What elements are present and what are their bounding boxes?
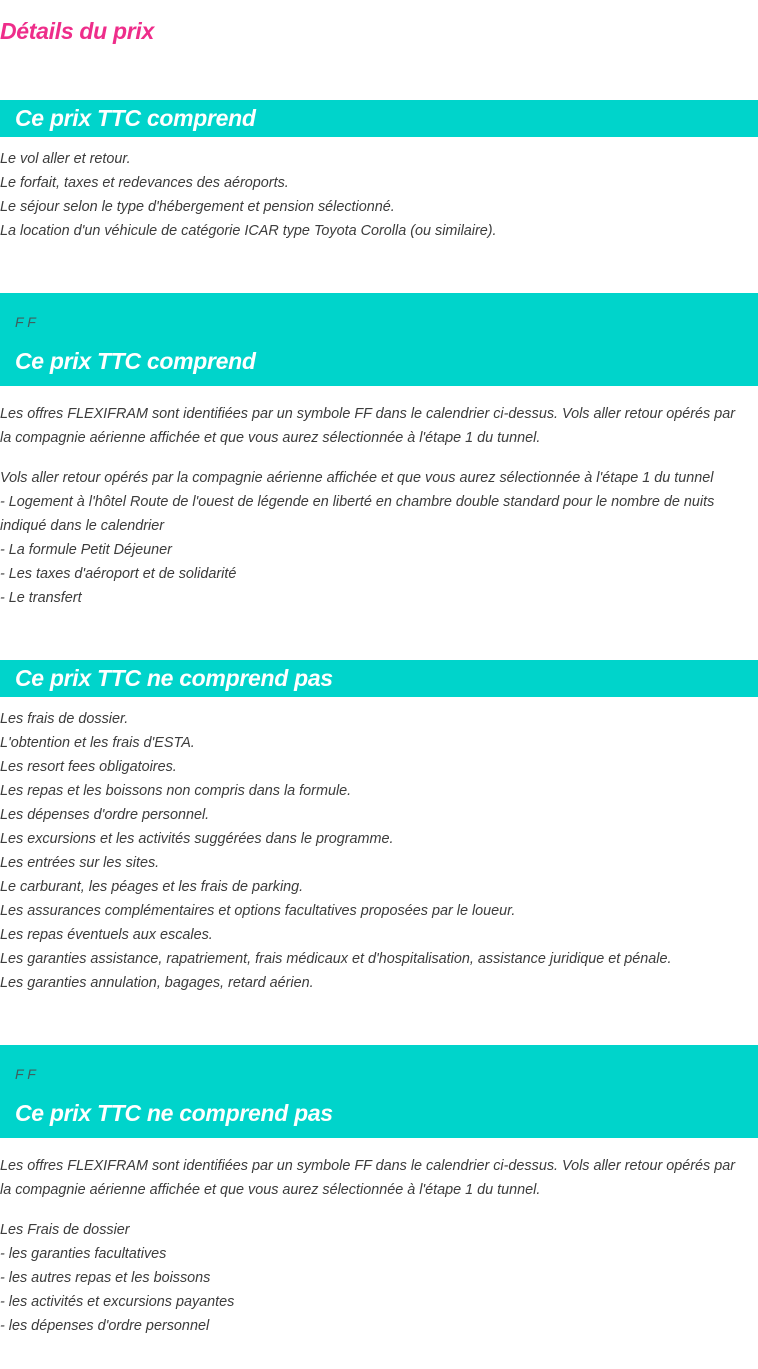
list-item: Le forfait, taxes et redevances des aéroports. (0, 175, 289, 191)
section-header-ff-not-included (0, 1045, 758, 1138)
ff-not-included-details: Les Frais de dossier - les garanties facultatives - les autres repas et les boissons - les activités et excursions payantes - les dépenses d'ordre personnel (0, 1222, 235, 1334)
list-item: L'obtention et les frais d'ESTA. (0, 735, 195, 751)
section-title: Ce prix TTC comprend (15, 348, 256, 374)
list-item: La location d'un véhicule de catégorie ICAR type Toyota Corolla (ou similaire). (0, 223, 497, 239)
section-title: Ce prix TTC comprend (15, 105, 256, 131)
list-item: Les entrées sur les sites. (0, 855, 160, 871)
list-item: Les repas et les boissons non compris dans la formule. (0, 783, 352, 799)
section-title: Ce prix TTC ne comprend pas (15, 1100, 333, 1126)
list-item: Les dépenses d'ordre personnel. (0, 807, 210, 823)
section-header-included (0, 100, 758, 137)
section-header-ff-included (0, 293, 758, 386)
list-item: Les repas éventuels aux escales. (0, 927, 213, 943)
list-item: Les assurances complémentaires et options facultatives proposées par le loueur. (0, 903, 516, 919)
section-title: Ce prix TTC ne comprend pas (15, 665, 333, 691)
list-item: Les frais de dossier. (0, 711, 129, 727)
ff-badge: F F (15, 314, 36, 330)
list-item: Les excursions et les activités suggérées dans le programme. (0, 831, 394, 847)
ff-badge: F F (15, 1066, 36, 1082)
list-item: Les resort fees obligatoires. (0, 759, 177, 775)
section-header-not-included (0, 660, 758, 697)
ff-intro-text: Les offres FLEXIFRAM sont identifiées par un symbole FF dans le calendrier ci-dessus. Vols aller retour opérés par la compagnie aérienne affichée et que vous aurez sélectionnée à l'étape 1 du tunnel. (0, 406, 736, 446)
list-item: Les garanties assistance, rapatriement, frais médicaux et d'hospitalisation, assistance juridique et pénale. (0, 951, 672, 967)
not-included-list (0, 707, 758, 995)
list-item: Les garanties annulation, bagages, retard aérien. (0, 975, 314, 991)
page-title: Détails du prix (0, 18, 154, 44)
list-item: Le carburant, les péages et les frais de parking. (0, 879, 304, 895)
ff-included-details: Vols aller retour opérés par la compagnie aérienne affichée et que vous aurez sélectionnée à l'étape 1 du tunnel - Logement à l'hôtel Route de l'ouest de légende en liberté en chambre double standard pour le nombre de nuits indiqué dans le calendrier - La formule Petit Déjeuner - Les taxes d'aéroport et de solidarité - Le transfert (0, 470, 715, 606)
ff-intro-text: Les offres FLEXIFRAM sont identifiées par un symbole FF dans le calendrier ci-dessus. Vols aller retour opérés par la compagnie aérienne affichée et que vous aurez sélectionnée à l'étape 1 du tunnel. (0, 1158, 736, 1198)
list-item: Le vol aller et retour. (0, 151, 131, 167)
included-list (0, 147, 758, 243)
list-item: Le séjour selon le type d'hébergement et pension sélectionné. (0, 199, 395, 215)
